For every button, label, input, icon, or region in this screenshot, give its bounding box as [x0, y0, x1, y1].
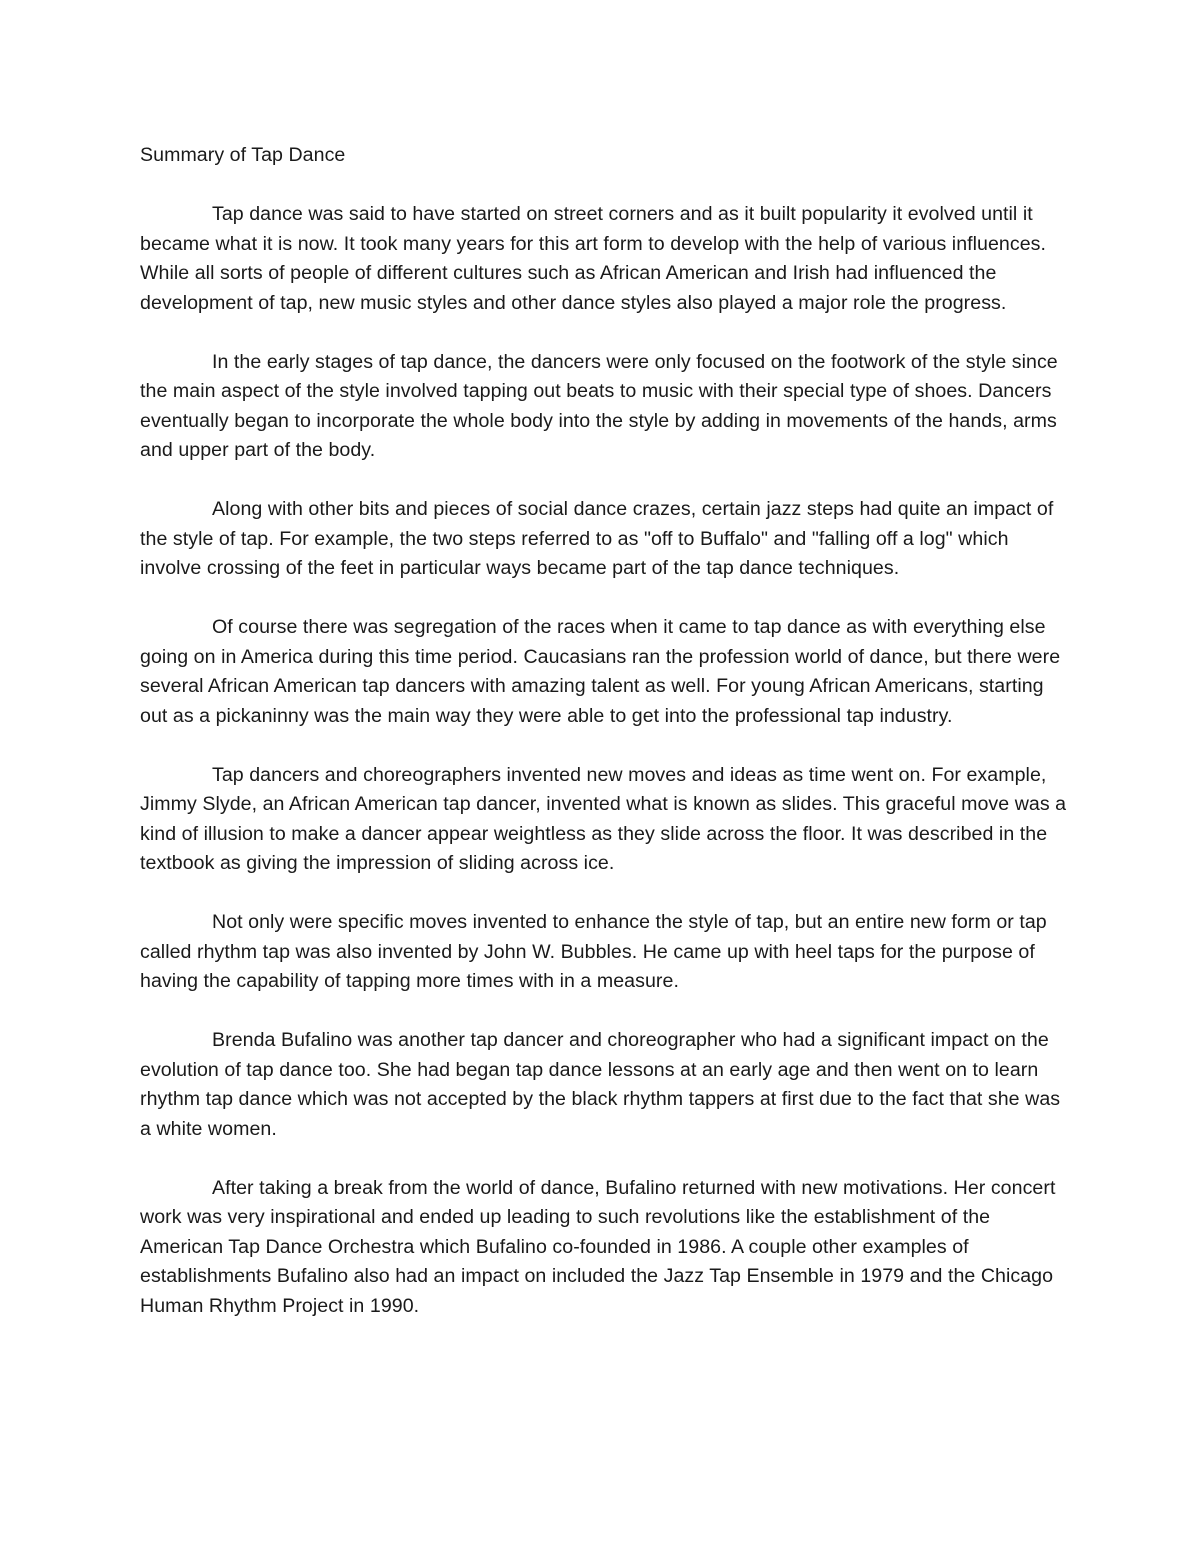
paragraph-jimmy-slyde: Tap dancers and choreographers invented new moves and ideas as time went on. For example, Jimmy Slyde, an African American tap dancer, invented what is known as slides. This graceful move was a kind of illusion to make a dancer appear weightless as they slide across the floor. It was described in the textbook as giving the impression of sliding across ice. — [140, 763, 1067, 874]
document-title: Summary of Tap Dance — [140, 144, 346, 166]
paragraph-early-stages: In the early stages of tap dance, the dancers were only focused on the footwork of the style since the main aspect of the style involved tapping out beats to music with their special type of shoes. Dancers eventually began to incorporate the whole body into the style by adding in movements of the hands, arms and upper part of the body. — [140, 350, 1058, 461]
paragraph-jazz-steps: Along with other bits and pieces of social dance crazes, certain jazz steps had quite an impact of the style of tap. For example, the two steps referred to as "off to Buffalo" and "falling off a log" which involve crossing of the feet in particular ways became part of the tap dance techniques. — [140, 498, 1054, 579]
paragraph-brenda-bufalino: Brenda Bufalino was another tap dancer and choreographer who had a significant impact on the evolution of tap dance too. She had began tap dance lessons at an early age and then went on to learn rhythm tap dance which was not accepted by the black rhythm tappers at first due to the fact that she was a white women. — [140, 1029, 1061, 1140]
paragraph-bufalino-return: After taking a break from the world of dance, Bufalino returned with new motivations. Her concert work was very inspirational and ended up leading to such revolutions like the establishment of the American Tap Dance Orchestra which Bufalino co-founded in 1986. A couple other examples of establishments Bufalino also had an impact on included the Jazz Tap Ensemble in 1979 and the Chicago Human Rhythm Project in 1990. — [140, 1176, 1056, 1317]
paragraph-segregation: Of course there was segregation of the races when it came to tap dance as with everything else going on in America during this time period. Caucasians ran the profession world of dance, but there were several African American tap dancers with amazing talent as well. For young African Americans, starting out as a pickaninny was the main way they were able to get into the professional tap industry. — [140, 616, 1061, 727]
paragraph-rhythm-tap: Not only were specific moves invented to enhance the style of tap, but an entire new form or tap called rhythm tap was also invented by John W. Bubbles. He came up with heel taps for the purpose of having the capability of tapping more times with in a measure. — [140, 911, 1047, 992]
paragraph-origins: Tap dance was said to have started on street corners and as it built popularity it evolved until it became what it is now. It took many years for this art form to develop with the help of various influences. While all sorts of people of different cultures such as African American and Irish had influenced the development of tap, new music styles and other dance styles also played a major role the progress. — [140, 203, 1047, 314]
document-body — [140, 141, 1070, 1321]
